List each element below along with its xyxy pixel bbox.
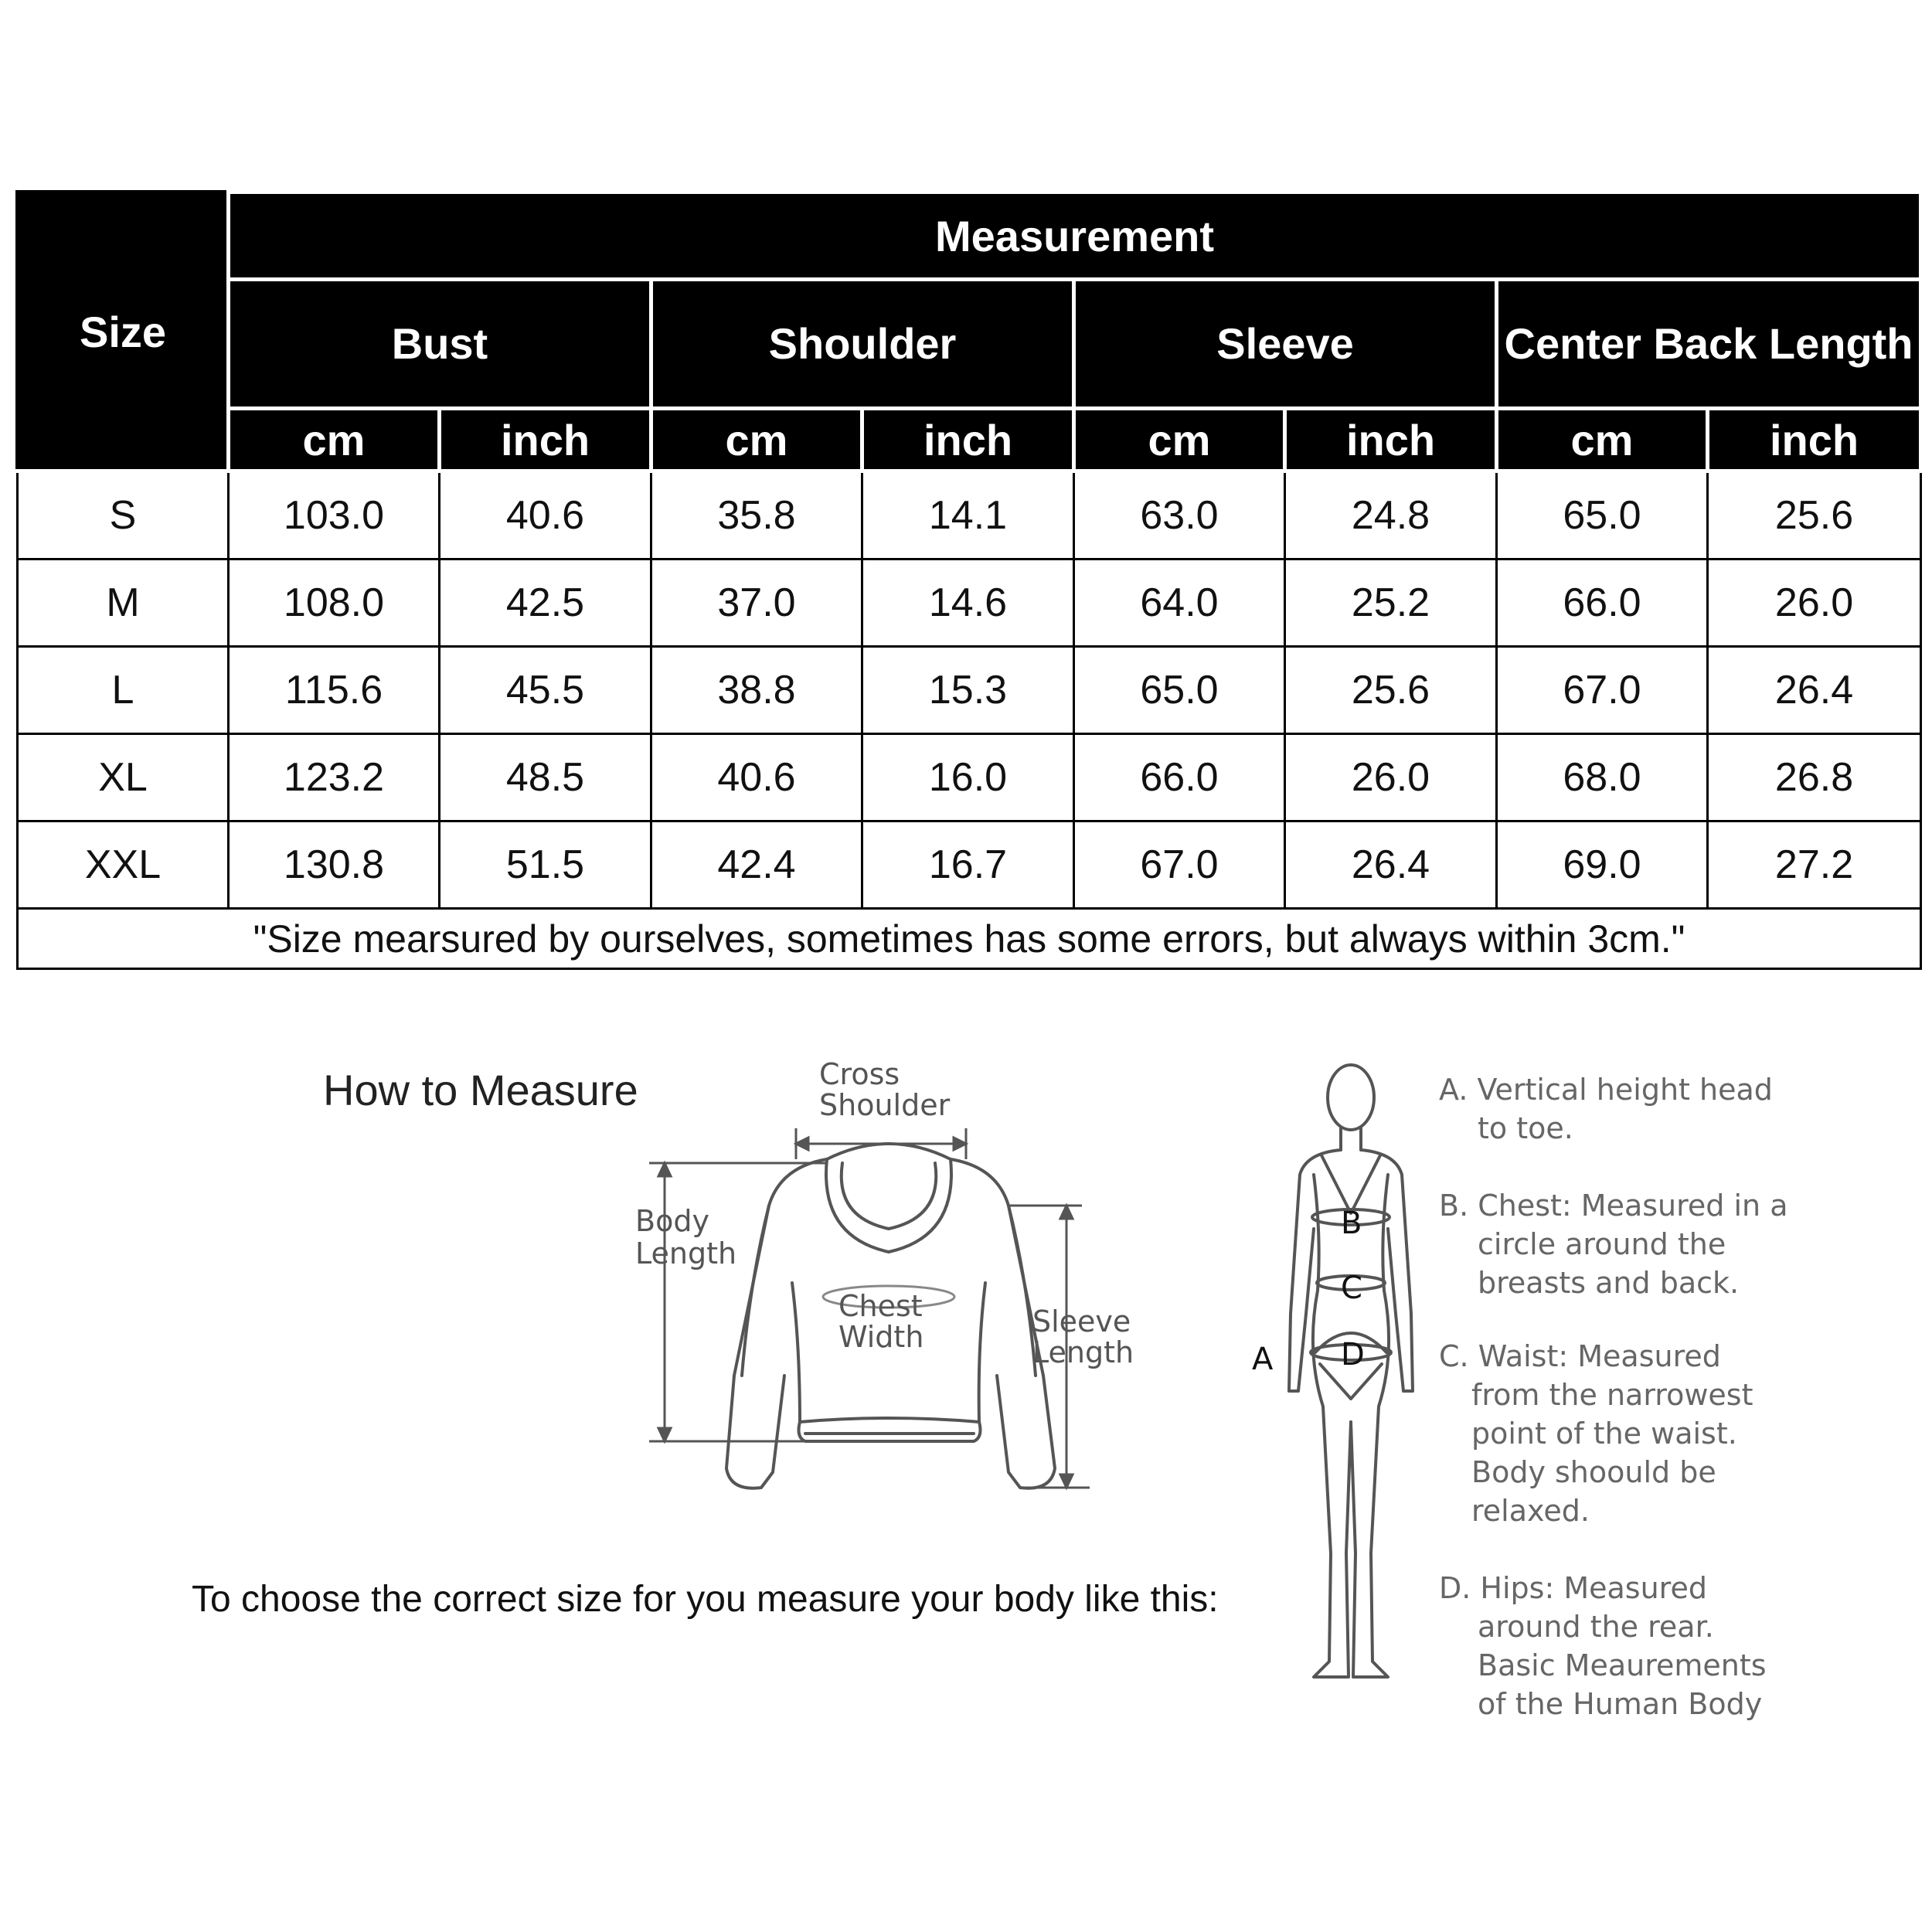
table-row bbox=[18, 471, 1921, 560]
size-cell: S bbox=[18, 471, 229, 560]
unit-header: cm bbox=[651, 409, 862, 471]
body-letter-c: C bbox=[1341, 1270, 1362, 1306]
value-cell: 42.5 bbox=[440, 560, 651, 647]
legend-d-line-4: of the Human Body bbox=[1478, 1687, 1763, 1721]
size-cell: M bbox=[18, 560, 229, 647]
unit-header: inch bbox=[1285, 409, 1497, 471]
value-cell: 65.0 bbox=[1074, 647, 1285, 734]
size-cell: XXL bbox=[18, 821, 229, 909]
size-note: "Size mearsured by ourselves, sometimes has some errors, but always within 3cm." bbox=[18, 909, 1921, 969]
table-row bbox=[18, 734, 1921, 821]
legend-c-line-3: point of the waist. bbox=[1471, 1417, 1737, 1451]
unit-header: cm bbox=[1497, 409, 1708, 471]
value-cell: 24.8 bbox=[1285, 471, 1497, 560]
value-cell: 26.8 bbox=[1708, 734, 1921, 821]
legend-b bbox=[1439, 1186, 1872, 1302]
size-chart-table bbox=[15, 190, 1923, 970]
value-cell: 26.0 bbox=[1708, 560, 1921, 647]
value-cell: 37.0 bbox=[651, 560, 862, 647]
body-letter-d: D bbox=[1341, 1337, 1365, 1372]
value-cell: 68.0 bbox=[1497, 734, 1708, 821]
legend-d-line-3: Basic Meaurements bbox=[1478, 1648, 1767, 1682]
value-cell: 64.0 bbox=[1074, 560, 1285, 647]
value-cell: 35.8 bbox=[651, 471, 862, 560]
how-to-measure-title: How to Measure bbox=[323, 1066, 638, 1114]
chest-width-label-1: Chest bbox=[838, 1289, 923, 1323]
legend-b-line-3: breasts and back. bbox=[1478, 1266, 1740, 1300]
table-row bbox=[18, 647, 1921, 734]
group-header: Sleeve bbox=[1074, 280, 1497, 409]
value-cell: 27.2 bbox=[1708, 821, 1921, 909]
legend-b-line-1: B. Chest: Measured in a bbox=[1439, 1189, 1788, 1223]
value-cell: 25.2 bbox=[1285, 560, 1497, 647]
table-note-row bbox=[18, 909, 1921, 969]
value-cell: 42.4 bbox=[651, 821, 862, 909]
value-cell: 15.3 bbox=[862, 647, 1074, 734]
table-body bbox=[18, 471, 1921, 969]
group-header: Bust bbox=[229, 280, 651, 409]
value-cell: 40.6 bbox=[440, 471, 651, 560]
unit-header: inch bbox=[862, 409, 1074, 471]
body-letter-a: A bbox=[1252, 1342, 1274, 1377]
legend-d-line-2: around the rear. bbox=[1478, 1610, 1714, 1644]
sleeve-length-label-2: Length bbox=[1032, 1335, 1134, 1369]
unit-header: inch bbox=[440, 409, 651, 471]
value-cell: 130.8 bbox=[229, 821, 440, 909]
value-cell: 67.0 bbox=[1074, 821, 1285, 909]
legend-c-line-5: relaxed. bbox=[1471, 1494, 1590, 1528]
sleeve-length-label-1: Sleeve bbox=[1032, 1304, 1131, 1338]
value-cell: 14.1 bbox=[862, 471, 1074, 560]
value-cell: 115.6 bbox=[229, 647, 440, 734]
value-cell: 63.0 bbox=[1074, 471, 1285, 560]
body-length-label-1: Body bbox=[635, 1204, 709, 1238]
value-cell: 14.6 bbox=[862, 560, 1074, 647]
legend-a-line-1: A. Vertical height head bbox=[1439, 1073, 1773, 1107]
value-cell: 69.0 bbox=[1497, 821, 1708, 909]
table-row bbox=[18, 560, 1921, 647]
legend-d-line-1: D. Hips: Measured bbox=[1439, 1571, 1707, 1605]
value-cell: 51.5 bbox=[440, 821, 651, 909]
value-cell: 16.0 bbox=[862, 734, 1074, 821]
value-cell: 26.4 bbox=[1285, 821, 1497, 909]
unit-header: cm bbox=[1074, 409, 1285, 471]
value-cell: 38.8 bbox=[651, 647, 862, 734]
value-cell: 26.4 bbox=[1708, 647, 1921, 734]
body-letter-b: B bbox=[1341, 1206, 1362, 1241]
value-cell: 45.5 bbox=[440, 647, 651, 734]
value-cell: 25.6 bbox=[1708, 471, 1921, 560]
legend-c bbox=[1439, 1337, 1872, 1530]
chest-width-label-2: Width bbox=[838, 1320, 924, 1354]
value-cell: 108.0 bbox=[229, 560, 440, 647]
value-cell: 40.6 bbox=[651, 734, 862, 821]
size-header: Size bbox=[18, 192, 229, 471]
size-cell: L bbox=[18, 647, 229, 734]
legend-a bbox=[1439, 1070, 1872, 1148]
group-header: Shoulder bbox=[651, 280, 1074, 409]
measurement-header: Measurement bbox=[229, 192, 1921, 280]
unit-header: cm bbox=[229, 409, 440, 471]
value-cell: 66.0 bbox=[1497, 560, 1708, 647]
table-header bbox=[18, 192, 1921, 471]
legend-c-line-1: C. Waist: Measured bbox=[1439, 1339, 1721, 1373]
instruction-text: To choose the correct size for you measure your body like this: bbox=[192, 1579, 1219, 1620]
value-cell: 103.0 bbox=[229, 471, 440, 560]
legend-a-line-2: to toe. bbox=[1478, 1111, 1573, 1145]
legend-b-line-2: circle around the bbox=[1478, 1227, 1726, 1261]
value-cell: 65.0 bbox=[1497, 471, 1708, 560]
table-row bbox=[18, 821, 1921, 909]
cross-shoulder-label-2: Shoulder bbox=[819, 1088, 951, 1122]
value-cell: 16.7 bbox=[862, 821, 1074, 909]
body-length-label-2: Length bbox=[635, 1236, 737, 1270]
unit-header: inch bbox=[1708, 409, 1921, 471]
value-cell: 26.0 bbox=[1285, 734, 1497, 821]
value-cell: 67.0 bbox=[1497, 647, 1708, 734]
legend-c-line-2: from the narrowest bbox=[1471, 1378, 1753, 1412]
legend-d bbox=[1439, 1569, 1872, 1723]
legend-c-line-4: Body shoould be bbox=[1471, 1455, 1716, 1489]
cross-shoulder-label-1: Cross bbox=[819, 1057, 900, 1091]
body-figure-diagram bbox=[1275, 1059, 1430, 1700]
value-cell: 25.6 bbox=[1285, 647, 1497, 734]
value-cell: 123.2 bbox=[229, 734, 440, 821]
group-header: Center Back Length bbox=[1497, 280, 1921, 409]
size-cell: XL bbox=[18, 734, 229, 821]
value-cell: 66.0 bbox=[1074, 734, 1285, 821]
value-cell: 48.5 bbox=[440, 734, 651, 821]
